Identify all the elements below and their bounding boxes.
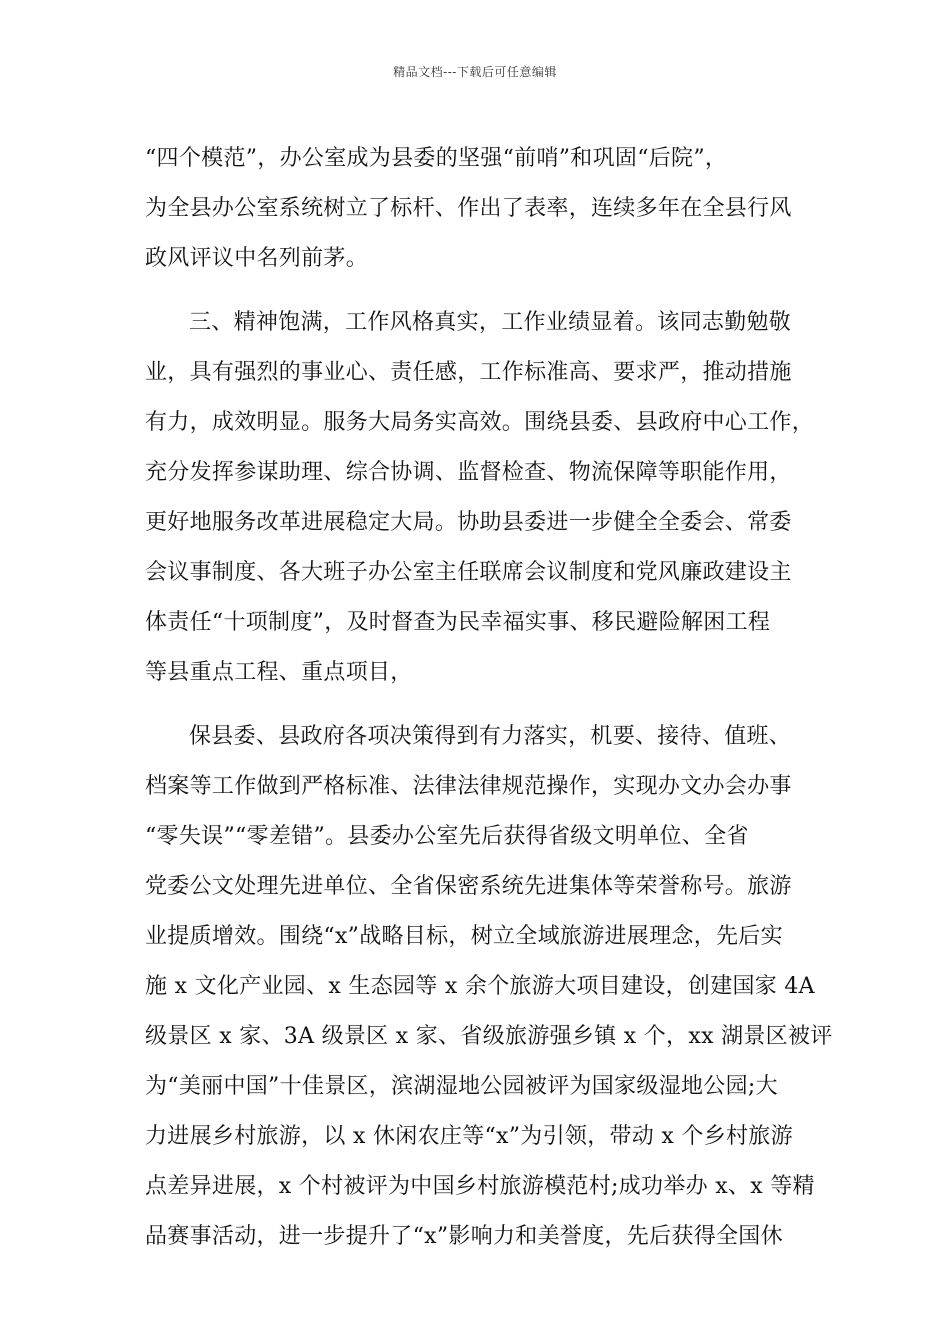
text-line: 业，具有强烈的事业心、责任感，工作标准高、要求严，推动措施 [145, 360, 792, 385]
text-line: 更好地服务改革进展稳定大局。协助县委进一步健全全委会、常委 [145, 510, 792, 535]
document-body [145, 134, 833, 1262]
text-line: 等县重点工程、重点项目， [145, 660, 413, 685]
paragraph [145, 298, 825, 698]
text-line: 品赛事活动，进一步提升了“x”影响力和美誉度，先后获得全国休 [145, 1224, 783, 1249]
text-line: 党委公文处理先进单位、全省保密系统先进集体等荣誉称号。旅游 [145, 874, 792, 899]
text-line: 力进展乡村旅游，以 x 休闲农庄等“x”为引领，带动 x 个乡村旅游 [145, 1124, 793, 1149]
text-line: 点差异进展，x 个村被评为中国乡村旅游模范村;成功举办 x、x 等精 [145, 1174, 815, 1199]
text-line: “零失误”“零差错”。县委办公室先后获得省级文明单位、全省 [145, 824, 749, 849]
paragraph [145, 134, 825, 284]
text-line: “四个模范”，办公室成为县委的坚强“前哨”和巩固“后院”， [145, 146, 728, 171]
text-line: 充分发挥参谋助理、综合协调、监督检查、物流保障等职能作用， [145, 460, 792, 485]
text-line: 级景区 x 家、3A 级景区 x 家、省级旅游强乡镇 x 个，xx 湖景区被评 [145, 1024, 833, 1049]
text-line: 有力，成效明显。服务大局务实高效。围绕县委、县政府中心工作， [145, 410, 815, 435]
text-line: 施 x 文化产业园、x 生态园等 x 余个旅游大项目建设，创建国家 4A [145, 974, 815, 999]
page-header: 精品文档---下载后可任意编辑 [393, 65, 557, 79]
text-line: 为全县办公室系统树立了标杆、作出了表率，连续多年在全县行风 [145, 196, 792, 221]
text-line: 三、精神饱满，工作风格真实，工作业绩显着。该同志勤勉敬 [189, 310, 792, 335]
text-line: 业提质增效。围绕“x”战略目标，树立全域旅游进展理念，先后实 [145, 924, 783, 949]
text-line: 为“美丽中国”十佳景区，滨湖湿地公园被评为国家级湿地公园;大 [145, 1074, 778, 1099]
text-line: 政风评议中名列前茅。 [145, 246, 369, 271]
text-line: 保县委、县政府各项决策得到有力落实，机要、接待、值班、 [189, 724, 792, 749]
text-line: 体责任“十项制度”，及时督查为民幸福实事、移民避险解困工程 [145, 610, 771, 635]
text-line: 会议事制度、各大班子办公室主任联席会议制度和党风廉政建设主 [145, 560, 792, 585]
text-line: 档案等工作做到严格标准、法律法律规范操作，实现办文办会办事 [145, 774, 792, 799]
paragraph [145, 712, 833, 1262]
